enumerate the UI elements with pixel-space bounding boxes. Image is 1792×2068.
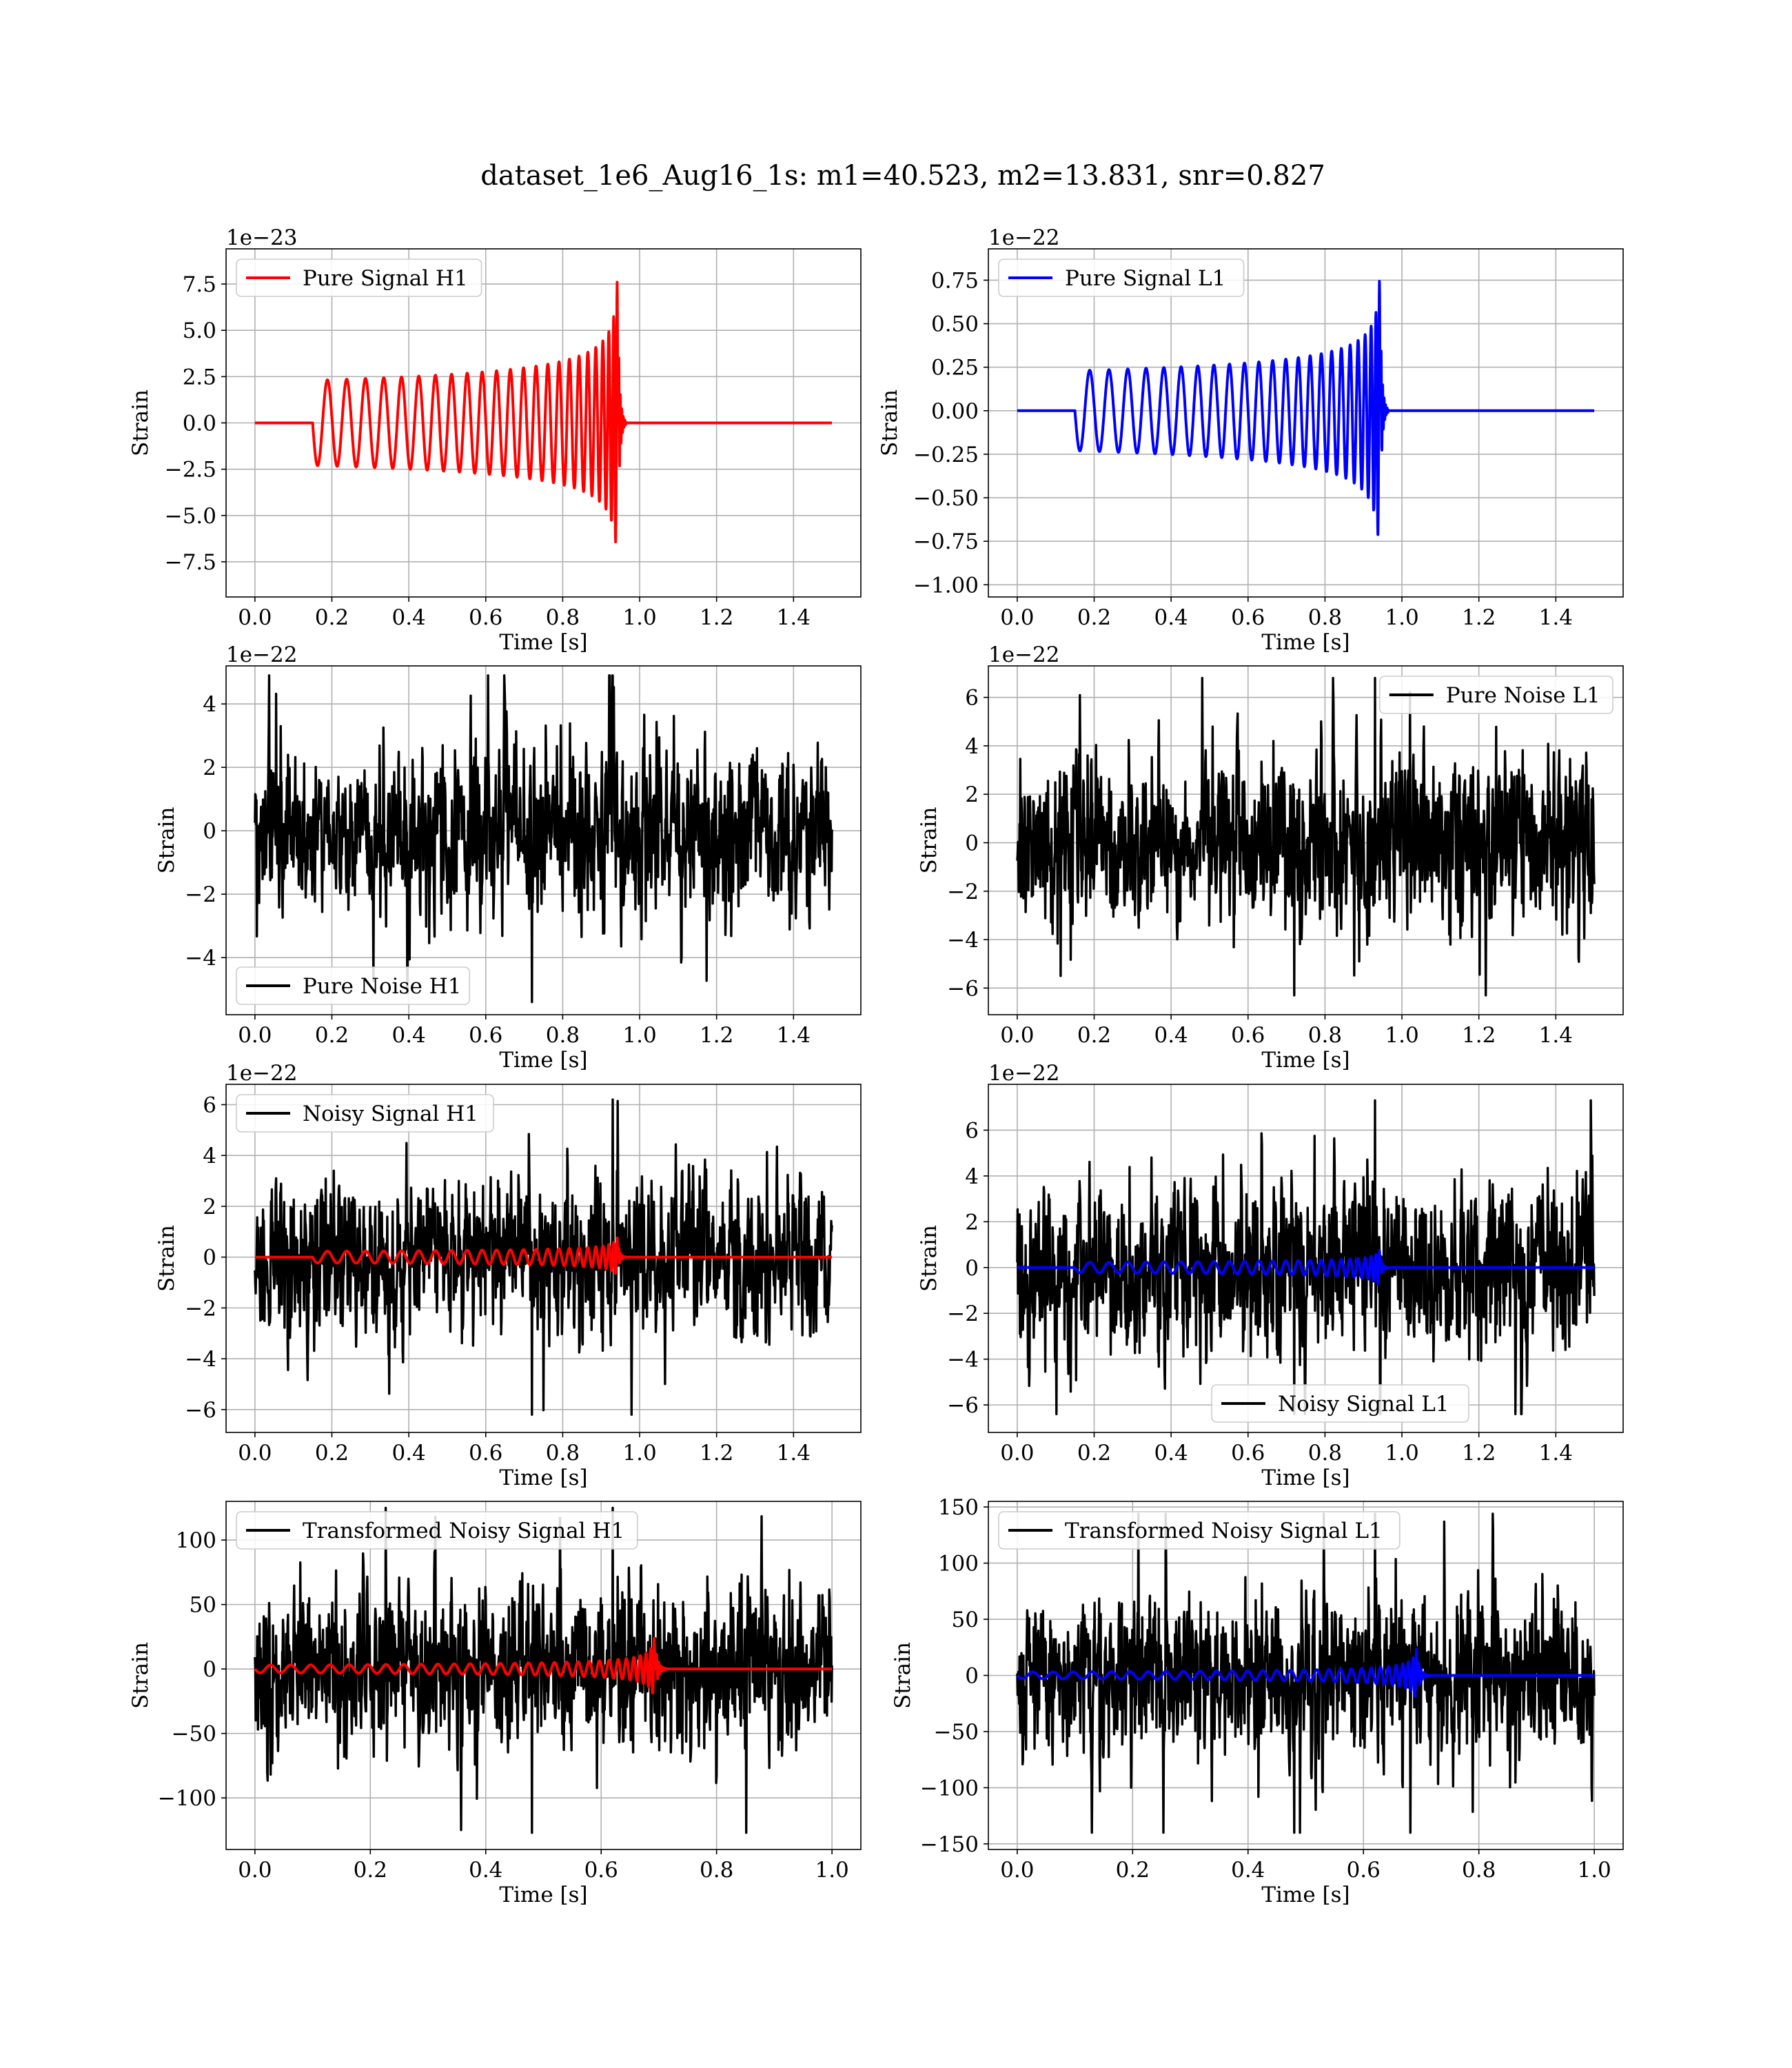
y-axis-label: Strain xyxy=(917,807,941,874)
x-tick-label: 1.0 xyxy=(1385,1023,1419,1048)
y-tick-label: −0.50 xyxy=(913,486,979,511)
x-tick-label: 1.4 xyxy=(1538,605,1573,630)
y-tick-label: 6 xyxy=(965,1118,979,1144)
y-axis-label: Strain xyxy=(154,1225,179,1292)
x-tick-label: 0.0 xyxy=(238,1441,272,1466)
y-tick-label: 5.0 xyxy=(182,318,216,344)
y-tick-label: −2 xyxy=(947,879,979,904)
y-tick-label: 50 xyxy=(189,1592,216,1618)
y-tick-label: −6 xyxy=(185,1397,216,1423)
x-tick-label: 0.4 xyxy=(391,1441,426,1466)
x-tick-label: 0.6 xyxy=(1231,1441,1265,1466)
legend xyxy=(236,259,482,296)
y-tick-label: −2.5 xyxy=(164,457,216,483)
y-tick-label: 100 xyxy=(937,1551,979,1577)
x-tick-label: 0.2 xyxy=(1077,605,1112,630)
legend-label: Transformed Noisy Signal L1 xyxy=(1065,1519,1383,1543)
x-tick-label: 1.4 xyxy=(776,1441,811,1466)
y-tick-label: −6 xyxy=(947,976,979,1002)
y-tick-label: 0.00 xyxy=(930,398,979,424)
x-tick-label: 0.4 xyxy=(1154,1023,1188,1048)
x-tick-label: 1.2 xyxy=(700,605,734,630)
legend-label: Pure Noise H1 xyxy=(303,974,462,999)
x-tick-label: 0.8 xyxy=(545,605,580,630)
x-tick-label: 1.0 xyxy=(622,1023,657,1048)
y-tick-label: 0 xyxy=(203,1245,216,1270)
x-tick-label: 1.2 xyxy=(1462,1441,1496,1466)
x-tick-label: 0.4 xyxy=(1154,605,1188,630)
x-tick-label: 0.2 xyxy=(314,605,349,630)
x-tick-label: 1.0 xyxy=(622,605,657,630)
x-tick-label: 0.0 xyxy=(1000,1441,1035,1466)
y-tick-label: −4 xyxy=(947,1347,979,1372)
axis-offset-text: 1e−23 xyxy=(226,225,298,250)
axis-offset-text: 1e−22 xyxy=(988,1061,1060,1086)
y-axis-label: Strain xyxy=(154,807,179,874)
legend xyxy=(999,1512,1400,1549)
y-tick-label: 4 xyxy=(203,692,216,718)
x-tick-label: 0.8 xyxy=(1307,1441,1343,1466)
legend-label: Noisy Signal H1 xyxy=(303,1102,478,1126)
y-tick-label: −5.0 xyxy=(164,503,216,529)
y-tick-label: −2 xyxy=(185,1296,216,1321)
axis-offset-text: 1e−22 xyxy=(988,642,1060,667)
x-tick-label: 0.2 xyxy=(1077,1023,1112,1048)
x-tick-label: 0.8 xyxy=(545,1441,580,1466)
y-axis-label: Strain xyxy=(128,1642,153,1709)
y-tick-label: 150 xyxy=(937,1495,979,1521)
x-tick-label: 1.0 xyxy=(815,1858,849,1883)
x-tick-label: 0.4 xyxy=(469,1858,503,1883)
y-axis-label: Strain xyxy=(890,1642,915,1709)
x-tick-label: 0.8 xyxy=(1307,1023,1343,1048)
y-axis-label: Strain xyxy=(917,1225,941,1292)
y-tick-label: 0 xyxy=(203,819,216,844)
y-tick-label: 0.25 xyxy=(930,355,979,381)
y-tick-label: 4 xyxy=(965,1164,979,1189)
y-tick-label: −0.25 xyxy=(913,442,979,467)
x-axis-label: Time [s] xyxy=(1261,1883,1350,1907)
figure-title: dataset_1e6_Aug16_1s: m1=40.523, m2=13.831, snr=0.827 xyxy=(480,160,1325,192)
x-tick-label: 1.0 xyxy=(1385,605,1419,630)
legend xyxy=(999,259,1244,296)
y-tick-label: 2 xyxy=(203,756,216,781)
legend-label: Pure Signal H1 xyxy=(303,266,468,291)
legend-label: Transformed Noisy Signal H1 xyxy=(303,1519,625,1543)
x-tick-label: 1.4 xyxy=(776,1023,811,1048)
x-tick-label: 0.6 xyxy=(1346,1858,1381,1883)
y-tick-label: −4 xyxy=(947,928,979,953)
x-tick-label: 1.2 xyxy=(700,1441,734,1466)
x-tick-label: 0.8 xyxy=(1307,605,1343,630)
x-tick-label: 0.0 xyxy=(1000,605,1035,630)
y-tick-label: −6 xyxy=(947,1393,979,1419)
legend xyxy=(1212,1385,1469,1422)
x-tick-label: 0.0 xyxy=(238,605,272,630)
y-tick-label: −0.75 xyxy=(913,529,979,555)
y-tick-label: −50 xyxy=(171,1721,216,1747)
y-tick-label: 50 xyxy=(951,1608,979,1633)
x-tick-label: 0.6 xyxy=(469,1441,503,1466)
x-tick-label: 0.6 xyxy=(1231,1023,1265,1048)
y-tick-label: 7.5 xyxy=(182,272,216,298)
x-tick-label: 1.4 xyxy=(1538,1441,1573,1466)
legend-label: Pure Noise L1 xyxy=(1445,683,1600,708)
y-tick-label: 6 xyxy=(203,1093,216,1118)
y-tick-label: −100 xyxy=(157,1786,216,1812)
axis-offset-text: 1e−22 xyxy=(988,225,1060,250)
y-tick-label: 0.0 xyxy=(182,411,216,436)
legend xyxy=(236,1095,493,1132)
x-axis-label: Time [s] xyxy=(1261,1466,1350,1490)
y-tick-label: −2 xyxy=(947,1301,979,1327)
y-tick-label: −2 xyxy=(185,882,216,908)
x-tick-label: 0.0 xyxy=(238,1023,272,1048)
y-tick-label: 2 xyxy=(965,782,979,808)
x-axis-label: Time [s] xyxy=(499,1048,588,1073)
legend-label: Pure Signal L1 xyxy=(1065,266,1226,291)
y-tick-label: 100 xyxy=(175,1528,216,1554)
y-axis-label: Strain xyxy=(128,389,153,456)
x-tick-label: 1.4 xyxy=(1538,1023,1573,1048)
y-axis-label: Strain xyxy=(877,389,902,456)
x-axis-label: Time [s] xyxy=(1261,1048,1350,1073)
y-tick-label: 0 xyxy=(203,1657,216,1683)
x-tick-label: 0.6 xyxy=(469,605,503,630)
x-tick-label: 0.4 xyxy=(391,1023,426,1048)
legend-label: Noisy Signal L1 xyxy=(1278,1392,1449,1417)
legend xyxy=(236,1512,638,1549)
x-tick-label: 0.2 xyxy=(353,1858,387,1883)
legend xyxy=(236,967,469,1004)
y-tick-label: −1.00 xyxy=(913,573,979,598)
x-tick-label: 0.6 xyxy=(584,1858,618,1883)
x-axis-label: Time [s] xyxy=(499,630,588,655)
x-tick-label: 1.0 xyxy=(1385,1441,1419,1466)
x-tick-label: 0.2 xyxy=(314,1023,349,1048)
axis-offset-text: 1e−22 xyxy=(226,642,298,667)
x-tick-label: 0.0 xyxy=(238,1858,272,1883)
x-axis-label: Time [s] xyxy=(499,1466,588,1490)
x-tick-label: 0.2 xyxy=(1115,1858,1150,1883)
y-tick-label: 6 xyxy=(965,685,979,711)
x-tick-label: 1.0 xyxy=(1577,1858,1611,1883)
x-axis-label: Time [s] xyxy=(1261,630,1350,655)
y-tick-label: 4 xyxy=(965,733,979,759)
legend xyxy=(1380,676,1613,713)
x-tick-label: 1.2 xyxy=(1462,605,1496,630)
x-tick-label: 0.0 xyxy=(1000,1023,1035,1048)
x-tick-label: 0.8 xyxy=(545,1023,580,1048)
y-tick-label: 4 xyxy=(203,1144,216,1169)
x-tick-label: 0.4 xyxy=(1231,1858,1265,1883)
y-tick-label: 0 xyxy=(965,1663,979,1689)
y-tick-label: 0.50 xyxy=(930,312,979,337)
y-tick-label: 2.5 xyxy=(182,365,216,390)
x-tick-label: 1.4 xyxy=(776,605,811,630)
y-tick-label: 2 xyxy=(965,1210,979,1235)
x-tick-label: 0.2 xyxy=(314,1441,349,1466)
x-tick-label: 0.6 xyxy=(469,1023,503,1048)
x-tick-label: 1.0 xyxy=(622,1441,657,1466)
x-axis-label: Time [s] xyxy=(499,1883,588,1907)
y-tick-label: 2 xyxy=(203,1194,216,1219)
x-tick-label: 0.4 xyxy=(391,605,426,630)
y-tick-label: −4 xyxy=(185,1347,216,1372)
x-tick-label: 0.2 xyxy=(1077,1441,1112,1466)
axis-offset-text: 1e−22 xyxy=(226,1061,298,1086)
y-tick-label: −150 xyxy=(919,1832,979,1857)
x-tick-label: 0.8 xyxy=(1462,1858,1496,1883)
y-tick-label: −7.5 xyxy=(164,549,216,575)
y-tick-label: 0.75 xyxy=(930,268,979,294)
x-tick-label: 0.6 xyxy=(1231,605,1265,630)
x-tick-label: 0.8 xyxy=(700,1858,734,1883)
y-tick-label: −100 xyxy=(919,1776,979,1801)
x-tick-label: 1.2 xyxy=(1462,1023,1496,1048)
x-tick-label: 0.4 xyxy=(1154,1441,1188,1466)
y-tick-label: 0 xyxy=(965,831,979,856)
x-tick-label: 1.2 xyxy=(700,1023,734,1048)
y-tick-label: 0 xyxy=(965,1255,979,1281)
y-tick-label: −4 xyxy=(185,946,216,971)
x-tick-label: 0.0 xyxy=(1000,1858,1035,1883)
y-tick-label: −50 xyxy=(933,1719,979,1745)
